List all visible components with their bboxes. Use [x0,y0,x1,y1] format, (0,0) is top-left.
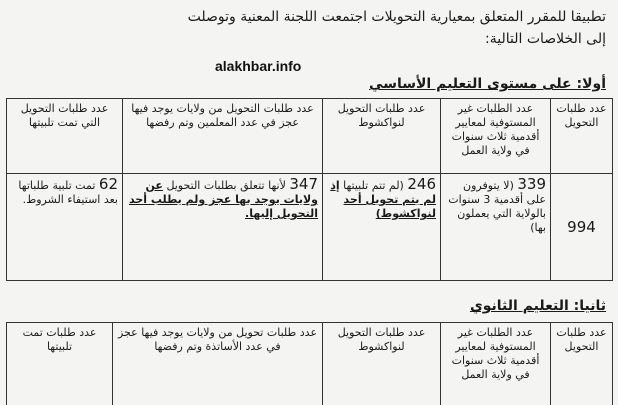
deficit-text: لأنها تتعلق بطلبات التحويل [166,179,286,192]
header-deficit-rejected: عدد طلبات تحويل من ولايات يوجد فيها عجز في عدد الأساتذة وتم رفضها [113,323,323,405]
header-nouakchott-requests: عدد طلبات التحويل لنواكشوط [323,99,441,174]
header-met-requests: عدد طلبات التحويل التي تمت تلبيتها [7,99,123,174]
header-total-requests: عدد طلبات التحويل [551,323,613,405]
basic-education-table [6,98,613,281]
not-meeting-number: 339 [517,175,546,193]
intro-line-1: تطبيقا للمقرر المتعلق بمعيارية التحويلات اجتمعت اللجنة المعنية وتوصلت [187,9,606,25]
nouakchott-number: 246 [407,175,436,193]
nouakchott-cell [323,174,441,281]
table-row [7,174,613,281]
intro-line-2: إلى الخلاصات التالية: [485,31,606,47]
met-number: 62 [98,175,118,193]
not-meeting-cell [441,174,551,281]
total-value: 994 [551,174,613,281]
table-header-row [7,323,613,405]
intro-paragraph [16,6,606,50]
header-total-requests: عدد طلبات التحويل [551,99,613,174]
section-1-title: أولا: على مستوى التعليم الأساسي [369,76,606,92]
not-meeting-text: (لا يتوفرون على أقدمية 3 سنوات بالولاية التي يعملون بها) [448,179,546,234]
met-text: تمت تلبية طلباتها بعد استيفاء الشروط. [18,179,118,206]
header-met-requests: عدد طلبات تمت تلبيتها [7,323,113,405]
deficit-number: 347 [289,175,318,193]
section-2-title: ثانيا: التعليم الثانوي [469,298,606,314]
header-not-meeting-criteria: عدد الطلبات غير المستوفية لمعايير أقدمية ثلاث سنوات في ولاية العمل [441,99,551,174]
table-header-row [7,99,613,174]
met-cell [7,174,123,281]
deficit-emphasis: عن ولايات يوجد بها عجز ولم يطلب أحد التحويل إليها. [128,179,318,220]
nouakchott-text: (لم تتم تلبيتها [343,179,404,192]
site-watermark: alakhbar.info [215,58,302,74]
header-not-meeting-criteria: عدد الطلبات غير المستوفية لمعايير أقدمية ثلاث سنوات في ولاية العمل [441,323,551,405]
secondary-education-table [6,322,613,405]
header-nouakchott-requests: عدد طلبات التحويل لنواكشوط [323,323,441,405]
nouakchott-emphasis: إذ لم يتم تحويل أحد لنواكشوط) [330,179,436,220]
deficit-cell [123,174,323,281]
header-deficit-rejected: عدد طلبات التحويل من ولايات يوجد فيها عجز في عدد المعلمين وتم رفضها [123,99,323,174]
